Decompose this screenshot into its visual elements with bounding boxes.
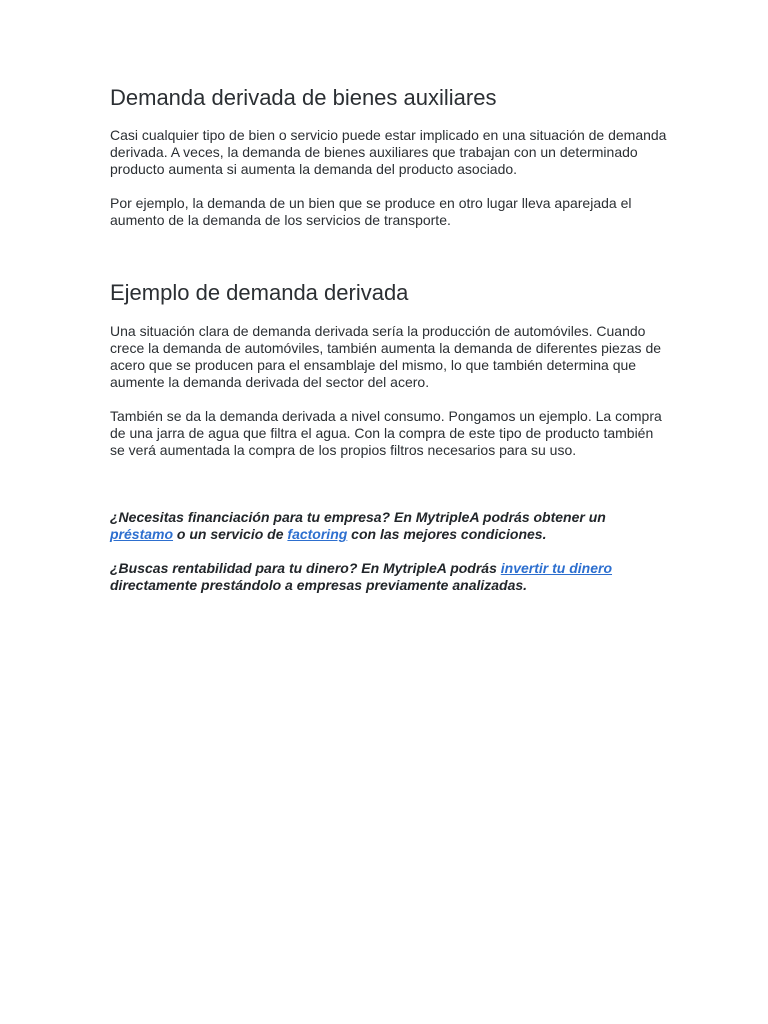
section-title-ejemplo-demanda-derivada: Ejemplo de demanda derivada bbox=[110, 280, 409, 305]
investing-cta bbox=[110, 560, 668, 594]
cta-text: directamente prestándolo a empresas previamente analizadas. bbox=[110, 577, 528, 593]
paragraph: Por ejemplo, la demanda de un bien que se produce en otro lugar lleva aparejada el aumento de la demanda de los servicios de transporte. bbox=[110, 195, 632, 228]
call-to-action bbox=[110, 509, 668, 594]
paragraph: Casi cualquier tipo de bien o servicio puede estar implicado en una situación de demanda derivada. A veces, la demanda de bienes auxiliares que trabajan con un determinado producto aumenta si aumenta la demanda del producto asociado. bbox=[110, 127, 667, 177]
factoring-link[interactable]: factoring bbox=[287, 526, 348, 542]
cta-text: ¿Buscas rentabilidad para tu dinero? En MytripleA podrás bbox=[110, 560, 501, 576]
section-title-demanda-derivada-bienes-auxiliares: Demanda derivada de bienes auxiliares bbox=[110, 85, 497, 110]
cta-text: con las mejores condiciones. bbox=[347, 526, 547, 542]
invertir-dinero-link[interactable]: invertir tu dinero bbox=[500, 560, 613, 576]
paragraph: También se da la demanda derivada a nivel consumo. Pongamos un ejemplo. La compra de una jarra de agua que filtra el agua. Con la compra de este tipo de producto también se verá aumentada la compra de los propios filtros necesarios para su uso. bbox=[110, 408, 662, 458]
prestamo-link[interactable]: préstamo bbox=[110, 526, 174, 542]
financing-cta bbox=[110, 509, 668, 543]
cta-text: o un servicio de bbox=[173, 526, 288, 542]
cta-text: ¿Necesitas financiación para tu empresa? En MytripleA podrás obtener un bbox=[110, 509, 606, 525]
paragraph: Una situación clara de demanda derivada sería la producción de automóviles. Cuando crece la demanda de automóviles, también aumenta la demanda de diferentes piezas de acero que se producen para el ensamblaje del mismo, lo que también determina que aumente la demanda derivada del sector del acero. bbox=[110, 323, 662, 390]
